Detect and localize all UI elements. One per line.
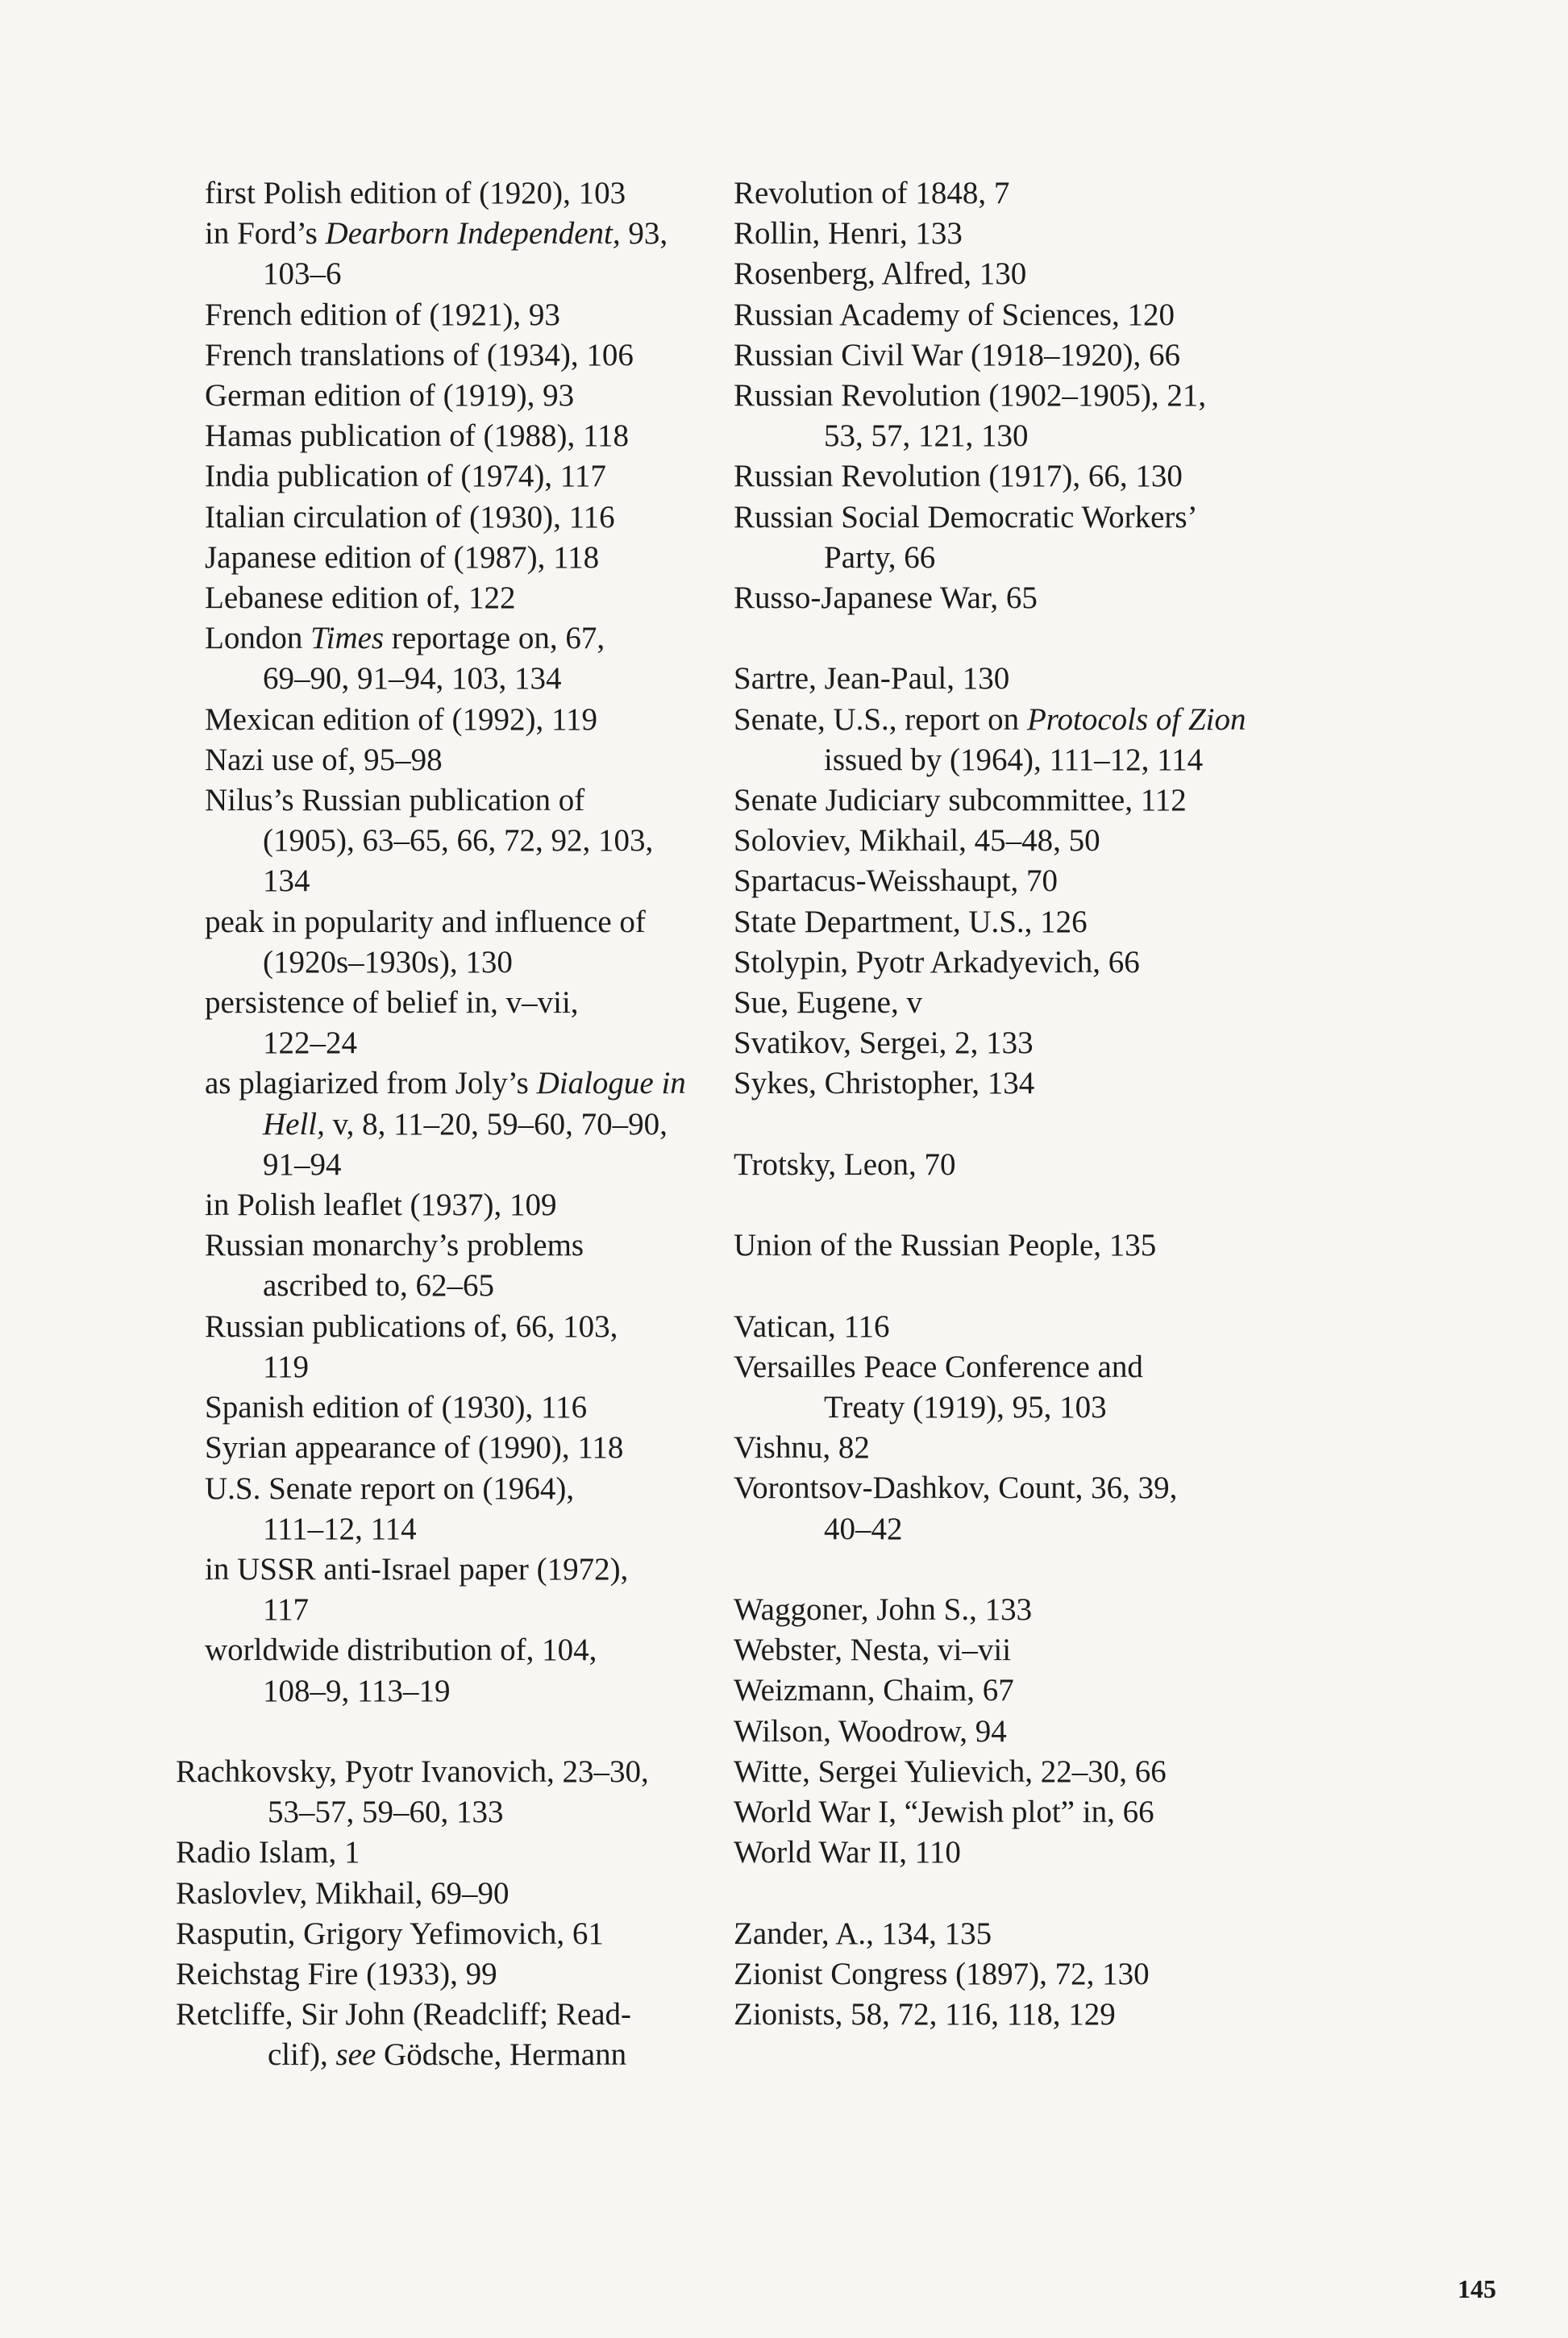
index-entry: [734, 821, 1443, 861]
letter-group-gap: [176, 1712, 756, 1752]
index-entry-line: [734, 700, 1443, 740]
index-entry: [734, 1225, 1443, 1266]
index-entry-continuation: [176, 1347, 756, 1387]
letter-group-gap: [734, 1185, 1443, 1225]
entry-text: 122–24: [263, 1025, 357, 1061]
index-entry-line: [734, 902, 1443, 942]
entry-text: Spanish edition of (1930), 116: [205, 1390, 588, 1425]
index-entry: [176, 1914, 756, 1954]
index-entry-line: [734, 456, 1443, 497]
index-entry-continuation: [734, 1387, 1443, 1428]
italic-title-text: Dialogue in: [536, 1066, 686, 1101]
index-entry: [734, 173, 1443, 214]
entry-text: 93,: [620, 216, 668, 252]
letter-group-gap: [734, 1105, 1443, 1145]
index-entry: [734, 1792, 1443, 1833]
index-entry-line: [176, 740, 756, 780]
letter-group-gap: [734, 1550, 1443, 1590]
index-entry-line: [734, 376, 1443, 416]
index-entry-line: [734, 578, 1443, 618]
entry-text: Vatican, 116: [734, 1308, 890, 1344]
index-entry: [734, 1954, 1443, 1995]
index-entry: [176, 578, 756, 618]
index-entry: [734, 1428, 1443, 1468]
index-entry-line: [176, 1550, 756, 1590]
entry-text: Zander, A., 134, 135: [734, 1916, 992, 1951]
entry-text: Radio Islam, 1: [176, 1835, 360, 1870]
entry-text: Syrian appearance of (1990), 118: [205, 1430, 624, 1466]
index-entry-line: [734, 335, 1443, 376]
index-entry: [176, 1995, 756, 2075]
entry-text: Svatikov, Sergei, 2, 133: [734, 1025, 1034, 1061]
index-entry: [176, 1185, 756, 1225]
entry-text: Sartre, Jean-Paul, 130: [734, 661, 1010, 697]
entry-text: Russian publications of, 66, 103,: [205, 1308, 618, 1344]
entry-text: Rollin, Henri, 133: [734, 216, 963, 252]
index-entry: [734, 1914, 1443, 1954]
index-entry-line: [734, 214, 1443, 254]
entry-text: Versailles Peace Conference and: [734, 1349, 1143, 1384]
index-entry: [734, 942, 1443, 983]
index-entry-continuation: [176, 821, 756, 861]
index-column-right: [734, 173, 1443, 2035]
index-entry: [734, 497, 1443, 578]
index-entry-continuation: [176, 1266, 756, 1306]
entry-text: Spartacus-Weisshaupt, 70: [734, 863, 1058, 899]
index-entry-continuation: [734, 1509, 1443, 1550]
italic-title-text: see: [335, 2037, 376, 2073]
index-entry-line: [734, 1307, 1443, 1347]
index-entry-line: [176, 1752, 756, 1792]
entry-text: 103–6: [263, 256, 342, 292]
entry-text: Wilson, Woodrow, 94: [734, 1713, 1007, 1749]
index-entry-line: [734, 1468, 1443, 1508]
index-entry: [176, 335, 756, 376]
index-entry: [734, 1590, 1443, 1630]
index-entry-line: [734, 1023, 1443, 1063]
index-entry-line: [176, 173, 756, 214]
index-entry-line: [176, 1874, 756, 1914]
letter-group-gap: [734, 1266, 1443, 1306]
index-entry: [176, 376, 756, 416]
index-entry: [176, 1307, 756, 1387]
index-entry-continuation: [176, 1145, 756, 1185]
entry-text: Mexican edition of (1992), 119: [205, 701, 598, 737]
index-entry-line: [176, 376, 756, 416]
italic-title-text: Protocols of Zion: [1026, 701, 1246, 737]
entry-text: World War II, 110: [734, 1835, 961, 1870]
index-entry-line: [176, 1995, 756, 2035]
entry-text: Zionists, 58, 72, 116, 118, 129: [734, 1997, 1116, 2032]
entry-text: Rasputin, Grigory Yefimovich, 61: [176, 1916, 604, 1951]
index-entry: [176, 538, 756, 578]
entry-text: Russo-Japanese War, 65: [734, 580, 1038, 616]
index-entry-line: [734, 780, 1443, 821]
index-entry-line: [734, 1630, 1443, 1670]
index-entry: [734, 1023, 1443, 1063]
index-entry-line: [734, 1590, 1443, 1630]
entry-text: ascribed to, 62–65: [263, 1268, 495, 1304]
index-entry: [176, 700, 756, 740]
index-entry-line: [176, 1063, 756, 1104]
index-entry: [734, 1833, 1443, 1873]
index-entry-line: [734, 1428, 1443, 1468]
index-entry-line: [176, 1914, 756, 1954]
index-entry: [176, 1954, 756, 1995]
index-entry-line: [734, 1145, 1443, 1185]
index-entry: [734, 254, 1443, 294]
index-entry: [176, 1387, 756, 1428]
index-entry-line: [176, 578, 756, 618]
index-entry-continuation: [176, 2035, 756, 2075]
index-entry-line: [734, 1792, 1443, 1833]
entry-text: 119: [263, 1349, 310, 1384]
index-entry: [734, 376, 1443, 456]
entry-text: German edition of (1919), 93: [205, 378, 575, 414]
index-entry: [176, 780, 756, 902]
index-entry: [734, 1712, 1443, 1752]
entry-text: London: [205, 621, 311, 656]
index-entry-continuation: [176, 1023, 756, 1063]
index-entry: [176, 416, 756, 456]
entry-text: Sykes, Christopher, 134: [734, 1066, 1035, 1101]
index-entry: [734, 780, 1443, 821]
index-entry-line: [734, 983, 1443, 1023]
entry-text: 117: [263, 1592, 310, 1628]
index-entry: [734, 1752, 1443, 1792]
entry-text: Waggoner, John S., 133: [734, 1592, 1033, 1628]
entry-text: worldwide distribution of, 104,: [205, 1633, 597, 1668]
entry-text: Vorontsov-Dashkov, Count, 36, 39,: [734, 1471, 1178, 1506]
index-entry: [734, 1995, 1443, 2035]
index-entry-line: [176, 538, 756, 578]
index-entry-line: [734, 942, 1443, 983]
index-entry-continuation: [176, 254, 756, 294]
entry-text: Stolypin, Pyotr Arkadyevich, 66: [734, 944, 1140, 980]
index-entry-line: [734, 295, 1443, 335]
index-entry-line: [176, 1225, 756, 1266]
entry-text: Japanese edition of (1987), 118: [205, 539, 600, 575]
index-entry: [734, 1347, 1443, 1428]
index-entry-line: [176, 295, 756, 335]
index-entry-line: [734, 1063, 1443, 1104]
index-entry: [734, 1630, 1443, 1670]
entry-text: (1905), 63–65, 66, 72, 92, 103,: [263, 823, 654, 859]
index-entry: [176, 456, 756, 497]
entry-text: Russian monarchy’s problems: [205, 1228, 584, 1263]
entry-text: in USSR anti-Israel paper (1972),: [205, 1551, 629, 1587]
entry-text: Sue, Eugene, v: [734, 985, 922, 1021]
index-entry: [176, 902, 756, 983]
entry-text: clif),: [268, 2037, 336, 2073]
entry-text: Weizmann, Chaim, 67: [734, 1673, 1014, 1708]
index-entry-line: [176, 335, 756, 376]
entry-text: Webster, Nesta, vi–vii: [734, 1633, 1012, 1668]
index-entry-line: [176, 1833, 756, 1873]
entry-text: Witte, Sergei Yulievich, 22–30, 66: [734, 1754, 1167, 1789]
entry-text: Russian Academy of Sciences, 120: [734, 297, 1175, 332]
entry-text: Union of the Russian People, 135: [734, 1228, 1157, 1263]
index-entry-continuation: [176, 659, 756, 699]
index-entry-line: [734, 1833, 1443, 1873]
entry-text: Reichstag Fire (1933), 99: [176, 1956, 497, 1991]
italic-title-text: Hell,: [263, 1106, 325, 1142]
index-entry-line: [734, 1914, 1443, 1954]
letter-group-gap: [734, 1873, 1443, 1913]
entry-text: Russian Social Democratic Workers’: [734, 499, 1198, 535]
index-entry: [176, 1428, 756, 1468]
index-entry: [176, 1630, 756, 1711]
index-entry-line: [176, 1469, 756, 1509]
index-entry: [176, 1874, 756, 1914]
index-entry: [734, 983, 1443, 1023]
entry-text: Nazi use of, 95–98: [205, 742, 443, 777]
index-entry-continuation: [734, 416, 1443, 456]
entry-text: World War I, “Jewish plot” in, 66: [734, 1795, 1154, 1830]
index-entry-line: [176, 416, 756, 456]
entry-text: (1920s–1930s), 130: [263, 944, 513, 980]
index-entry-line: [734, 1954, 1443, 1995]
entry-text: 111–12, 114: [263, 1511, 417, 1546]
entry-text: in Ford’s: [205, 216, 326, 252]
entry-text: Rachkovsky, Pyotr Ivanovich, 23–30,: [176, 1754, 649, 1789]
entry-text: issued by (1964), 111–12, 114: [824, 742, 1204, 777]
index-entry: [176, 214, 756, 294]
index-entry: [734, 456, 1443, 497]
index-entry-line: [734, 1995, 1443, 2035]
entry-text: Party, 66: [824, 539, 936, 575]
index-entry-continuation: [176, 1590, 756, 1630]
entry-text: 91–94: [263, 1146, 342, 1182]
entry-text: French edition of (1921), 93: [205, 297, 560, 332]
index-entry: [734, 214, 1443, 254]
page-number: 145: [1458, 2274, 1496, 2303]
entry-text: v, 8, 11–20, 59–60, 70–90,: [324, 1106, 668, 1142]
index-entry-line: [734, 1225, 1443, 1266]
index-entry: [734, 295, 1443, 335]
index-entry: [176, 497, 756, 538]
entry-text: peak in popularity and influence of: [205, 904, 646, 939]
entry-text: Gödsche, Hermann: [376, 2037, 627, 2073]
index-entry-line: [176, 983, 756, 1023]
entry-text: in Polish leaflet (1937), 109: [205, 1188, 557, 1223]
entry-text: Nilus’s Russian publication of: [205, 783, 585, 818]
index-entry-line: [176, 902, 756, 942]
entry-text: French translations of (1934), 106: [205, 337, 634, 372]
index-entry: [734, 659, 1443, 699]
entry-text: State Department, U.S., 126: [734, 904, 1088, 939]
entry-text: as plagiarized from Joly’s: [205, 1066, 537, 1101]
index-entry-line: [734, 1712, 1443, 1752]
index-entry-line: [734, 861, 1443, 901]
entry-text: reportage on, 67,: [384, 621, 605, 656]
entry-text: Russian Revolution (1917), 66, 130: [734, 459, 1183, 494]
index-entry-line: [734, 1752, 1443, 1792]
index-entry-continuation: [734, 538, 1443, 578]
index-entry-continuation: [176, 942, 756, 983]
index-entry: [734, 1307, 1443, 1347]
index-entry-continuation: [734, 740, 1443, 780]
index-entry-line: [734, 1670, 1443, 1711]
index-entry-line: [176, 456, 756, 497]
entry-text: Zionist Congress (1897), 72, 130: [734, 1956, 1150, 1991]
entry-text: Russian Civil War (1918–1920), 66: [734, 337, 1181, 372]
index-entry-line: [734, 821, 1443, 861]
italic-title-text: Dearborn Independent,: [325, 216, 621, 252]
entry-text: Russian Revolution (1902–1905), 21,: [734, 378, 1207, 414]
entry-text: 69–90, 91–94, 103, 134: [263, 661, 562, 697]
index-entry: [176, 173, 756, 214]
entry-text: first Polish edition of (1920), 103: [205, 176, 626, 210]
entry-text: persistence of belief in, v–vii,: [205, 985, 579, 1021]
entry-text: 108–9, 113–19: [263, 1673, 451, 1708]
entry-text: Lebanese edition of, 122: [205, 580, 516, 616]
index-entry-line: [734, 173, 1443, 214]
index-entry: [176, 295, 756, 335]
entry-text: India publication of (1974), 117: [205, 459, 606, 494]
index-entry: [176, 1752, 756, 1833]
index-entry: [176, 1225, 756, 1306]
index-entry-line: [176, 618, 756, 659]
index-entry-line: [176, 700, 756, 740]
index-entry-continuation: [176, 1671, 756, 1712]
entry-text: Treaty (1919), 95, 103: [824, 1390, 1107, 1425]
index-entry-line: [176, 497, 756, 538]
index-entry-line: [176, 1428, 756, 1468]
index-entry: [734, 1468, 1443, 1549]
index-entry-line: [176, 1954, 756, 1995]
index-entry: [734, 335, 1443, 376]
entry-text: 134: [263, 863, 310, 899]
letter-group-gap: [734, 618, 1443, 659]
entry-text: 53, 57, 121, 130: [824, 418, 1029, 454]
index-entry: [176, 983, 756, 1063]
index-entry: [734, 1670, 1443, 1711]
index-entry-line: [176, 1185, 756, 1225]
index-entry-line: [176, 1630, 756, 1670]
index-entry: [176, 1469, 756, 1550]
index-entry: [734, 578, 1443, 618]
entry-text: Senate Judiciary subcommittee, 112: [734, 783, 1187, 818]
entry-text: Italian circulation of (1930), 116: [205, 499, 615, 535]
entry-text: Rosenberg, Alfred, 130: [734, 256, 1027, 292]
entry-text: Retcliffe, Sir John (Readcliff; Read-: [176, 1997, 631, 2032]
index-entry-line: [734, 1347, 1443, 1387]
entry-text: Senate, U.S., report on: [734, 701, 1027, 737]
entry-text: Vishnu, 82: [734, 1430, 870, 1466]
index-entry: [176, 618, 756, 699]
index-entry: [734, 861, 1443, 901]
entry-text: Soloviev, Mikhail, 45–48, 50: [734, 823, 1100, 859]
index-entry-continuation: [176, 1105, 756, 1145]
index-entry: [176, 740, 756, 780]
index-entry-continuation: [176, 1509, 756, 1550]
index-entry: [176, 1833, 756, 1873]
index-entry-line: [176, 780, 756, 821]
index-entry-continuation: [176, 861, 756, 901]
index-entry-line: [176, 1307, 756, 1347]
entry-text: Raslovlev, Mikhail, 69–90: [176, 1875, 509, 1911]
entry-text: Hamas publication of (1988), 118: [205, 418, 630, 454]
entry-text: Revolution of 1848, 7: [734, 176, 1010, 210]
index-entry-continuation: [176, 1792, 756, 1833]
index-entry-line: [734, 254, 1443, 294]
index-entry: [176, 1550, 756, 1630]
index-entry-line: [734, 497, 1443, 538]
entry-text: U.S. Senate report on (1964),: [205, 1471, 575, 1506]
index-entry-line: [176, 1387, 756, 1428]
index-entry: [734, 700, 1443, 780]
index-column-left: [176, 173, 756, 2076]
index-entry: [734, 1145, 1443, 1185]
index-entry: [734, 1063, 1443, 1104]
entry-text: 53–57, 59–60, 133: [268, 1795, 504, 1830]
italic-title-text: Times: [310, 621, 385, 656]
entry-text: 40–42: [824, 1511, 903, 1546]
index-entry-line: [176, 214, 756, 254]
index-entry-line: [734, 659, 1443, 699]
index-entry: [734, 902, 1443, 942]
entry-text: Trotsky, Leon, 70: [734, 1146, 956, 1182]
index-entry: [176, 1063, 756, 1185]
